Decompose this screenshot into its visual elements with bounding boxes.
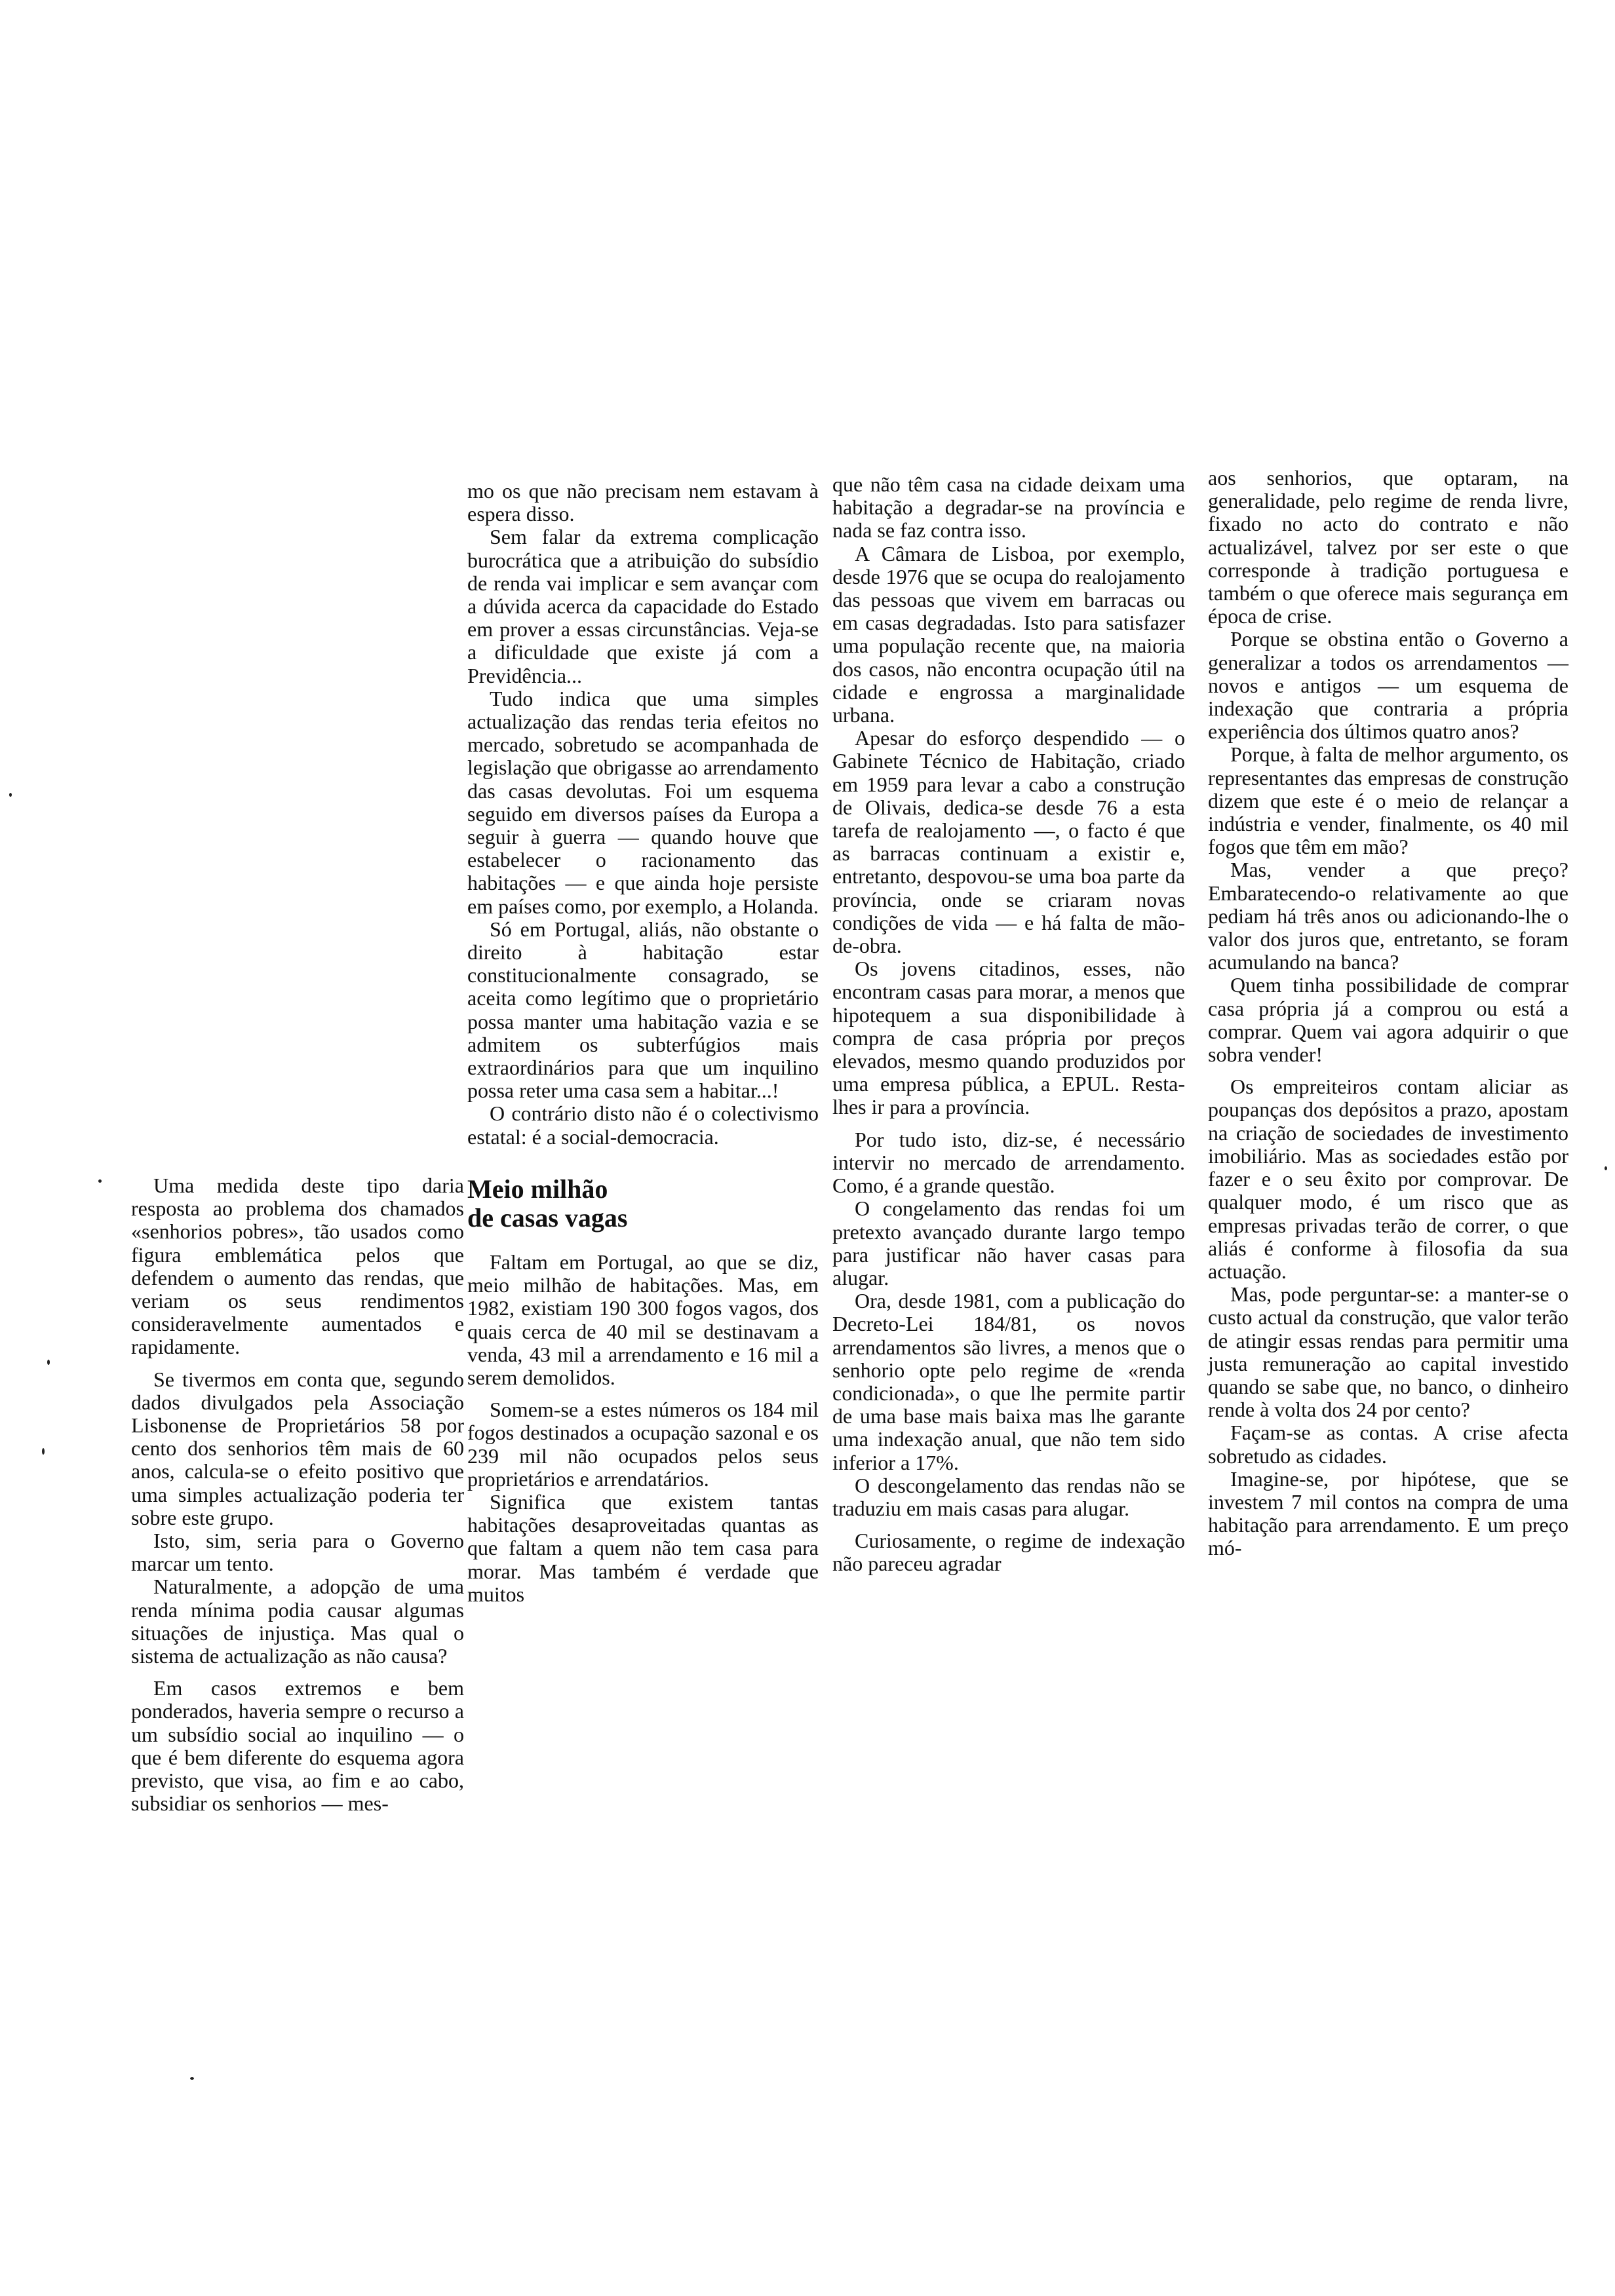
paragraph: Imagine-se, por hipótese, que se investem 7 mil contos na compra de uma habitação para arrendamento. E um preço mó- (1208, 1466, 1568, 1560)
article-column-4 (1208, 467, 1568, 1560)
scan-speck (42, 1448, 45, 1455)
subheading-line-1: Meio milhão (467, 1174, 608, 1204)
scan-speck (190, 2077, 194, 2080)
scan-speck (1605, 1166, 1607, 1170)
paragraph: Apesar do esforço despendido — o Gabinete Técnico de Habitação, criado em 1959 para levar a cabo a construção de Olivais, dedica-se desde 76 a esta tarefa de realojamento —, o facto é que as barracas continuam a existir e, entretanto, despovou-se uma boa parte da província, onde se criaram novas condições de vida — e há falta de mão-de-obra. (832, 726, 1185, 958)
paragraph: Tudo indica que uma simples actualização das rendas teria efeitos no mercado, sobretudo se acompanhada de legislação que obrigasse ao arrendamento das casas devolutas. Foi um esquema seguido em diversos países da Europa a seguir à guerra — quando houve que estabelecer o racionamento das habitações — e que ainda hoje persiste em países como, por exemplo, a Holanda. (467, 686, 819, 918)
paragraph: Os jovens citadinos, esses, não encontram casas para morar, a menos que hipotequem a sua disponibilidade à compra de casa própria por preços elevados, mesmo quando produzidos por uma empresa pública, a EPUL. Resta-lhes ir para a província. (832, 957, 1185, 1119)
paragraph: O congelamento das rendas foi um pretexto avançado durante largo tempo para justificar não haver casas para alugar. (832, 1196, 1185, 1290)
scan-speck (47, 1360, 50, 1365)
paragraph: Isto, sim, seria para o Governo marcar um tento. (131, 1529, 464, 1576)
scan-speck (98, 1179, 102, 1183)
paragraph: Somem-se a estes números os 184 mil fogos destinados a ocupação sazonal e os 239 mil não ocupados pelos seus proprietários e arrendatários. (467, 1398, 819, 1491)
paragraph: Mas, pode perguntar-se: a manter-se o custo actual da construção, que valor terão de atingir essas rendas para permitir uma justa remuneração ao capital investido quando se sabe que, no banco, o dinheiro rende à volta dos 24 por cento? (1208, 1282, 1568, 1422)
scan-speck (9, 793, 12, 797)
paragraph: Porque, à falta de melhor argumento, os representantes das empresas de construção dizem que este é o meio de relançar a indústria e vender, finalmente, os 40 mil fogos que têm em mão? (1208, 742, 1568, 859)
paragraph: Significa que existem tantas habitações desaproveitadas quantas as que faltam a quem não tem casa para morar. Mas também é verdade que muitos (467, 1489, 819, 1606)
paragraph: Os empreiteiros contam aliciar as poupanças dos depósitos a prazo, apostam na criação de sociedades de investimento imobiliário. Mas as sociedades estão por fazer e o seu êxito por comprovar. De qualquer modo, é um risco que as empresas privadas terão de correr, o que aliás é conforme à filosofia da sua actuação. (1208, 1075, 1568, 1283)
paragraph: mo os que não precisam nem estavam à espera disso. (467, 479, 819, 526)
paragraph: que não têm casa na cidade deixam uma habitação a degradar-se na província e nada se faz contra isso. (832, 472, 1185, 543)
paragraph: O contrário disto não é o colectivismo estatal: é a social-democracia. (467, 1101, 819, 1149)
paragraph: Porque se obstina então o Governo a generalizar a todos os arrendamentos — novos e antigos — um esquema de indexação que contraria a própria experiência dos últimos quatro anos? (1208, 627, 1568, 744)
paragraph: A Câmara de Lisboa, por exemplo, desde 1976 que se ocupa do realojamento das pessoas que vivem em barracas ou em casas degradadas. Isto para satisfazer uma população recente que, na maioria dos casos, não encontra ocupação útil na cidade e engrossa a marginalidade urbana. (832, 541, 1185, 727)
section-subheading (467, 1175, 819, 1233)
paragraph: Só em Portugal, aliás, não obstante o direito à habitação estar constitucionalmente consagrado, se aceita como legítimo que o proprietário possa manter uma habitação vazia e se admitem os subterfúgios mais extraordinários para que um inquilino possa reter uma casa sem a habitar...! (467, 917, 819, 1103)
paragraph: Em casos extremos e bem ponderados, haveria sempre o recurso a um subsídio social ao inquilino — o que é bem diferente do esquema agora previsto, que visa, ao fim e ao cabo, subsidiar os senhorios — mes- (131, 1676, 464, 1816)
paragraph: Sem falar da extrema complicação burocrática que a atribuição do subsídio de renda vai implicar e sem avançar com a dúvida acerca da capacidade do Estado em prover a essas circunstâncias. Veja-se a dificuldade que existe já com a Previdência... (467, 525, 819, 687)
subheading-line-2: de casas vagas (467, 1202, 628, 1233)
paragraph: Façam-se as contas. A crise afecta sobretudo as cidades. (1208, 1421, 1568, 1468)
paragraph: Se tivermos em conta que, segundo dados divulgados pela Associação Lisbonense de Proprietários 58 por cento dos senhorios têm mais de 60 anos, calcula-se o efeito positivo que uma simples actualização poderia ter sobre este grupo. (131, 1367, 464, 1529)
article-column-3 (832, 473, 1185, 1576)
paragraph: Mas, vender a que preço? Embaratecendo-o relativamente ao que pediam há três anos ou adicionando-lhe o valor dos juros que, entretanto, se foram acumulando na banca? (1208, 858, 1568, 974)
paragraph: Naturalmente, a adopção de uma renda mínima podia causar algumas situações de injustiça. Mas qual o sistema de actualização as não causa? (131, 1575, 464, 1668)
paragraph: Curiosamente, o regime de indexação não pareceu agradar (832, 1529, 1185, 1576)
paragraph: Uma medida deste tipo daria resposta ao problema dos chamados «senhorios pobres», tão usados como figura emblemática pelos que defendem o aumento das rendas, que veriam os seus rendimentos consideravelmente aumentados e rapidamente. (131, 1174, 464, 1359)
paragraph: Ora, desde 1981, com a publicação do Decreto-Lei 184/81, os novos arrendamentos são livres, a menos que o senhorio opte pelo regime de «renda condicionada», o que lhe permite partir de uma base mais baixa mas lhe garante uma indexação anual, que não tem sido inferior a 17%. (832, 1289, 1185, 1474)
paragraph: O descongelamento das rendas não se traduziu em mais casas para alugar. (832, 1473, 1185, 1520)
paragraph: aos senhorios, que optaram, na generalidade, pelo regime de renda livre, fixado no acto do contrato e não actualizável, talvez por ser este o que corresponde à tradição portuguesa e também o que oferece mais segurança em época de crise. (1208, 466, 1568, 628)
paragraph: Faltam em Portugal, ao que se diz, meio milhão de habitações. Mas, em 1982, existiam 190 300 fogos vagos, dos quais cerca de 40 mil se destinavam a venda, 43 mil a arrendamento e 16 mil a serem demolidos. (467, 1250, 819, 1389)
article-column-1 (131, 1174, 464, 1815)
article-column-2 (467, 480, 819, 1606)
paragraph: Por tudo isto, diz-se, é necessário intervir no mercado de arrendamento. Como, é a grande questão. (832, 1127, 1185, 1198)
paragraph: Quem tinha possibilidade de comprar casa própria já a comprou ou está a comprar. Quem vai agora adquirir o que sobra vender! (1208, 973, 1568, 1067)
